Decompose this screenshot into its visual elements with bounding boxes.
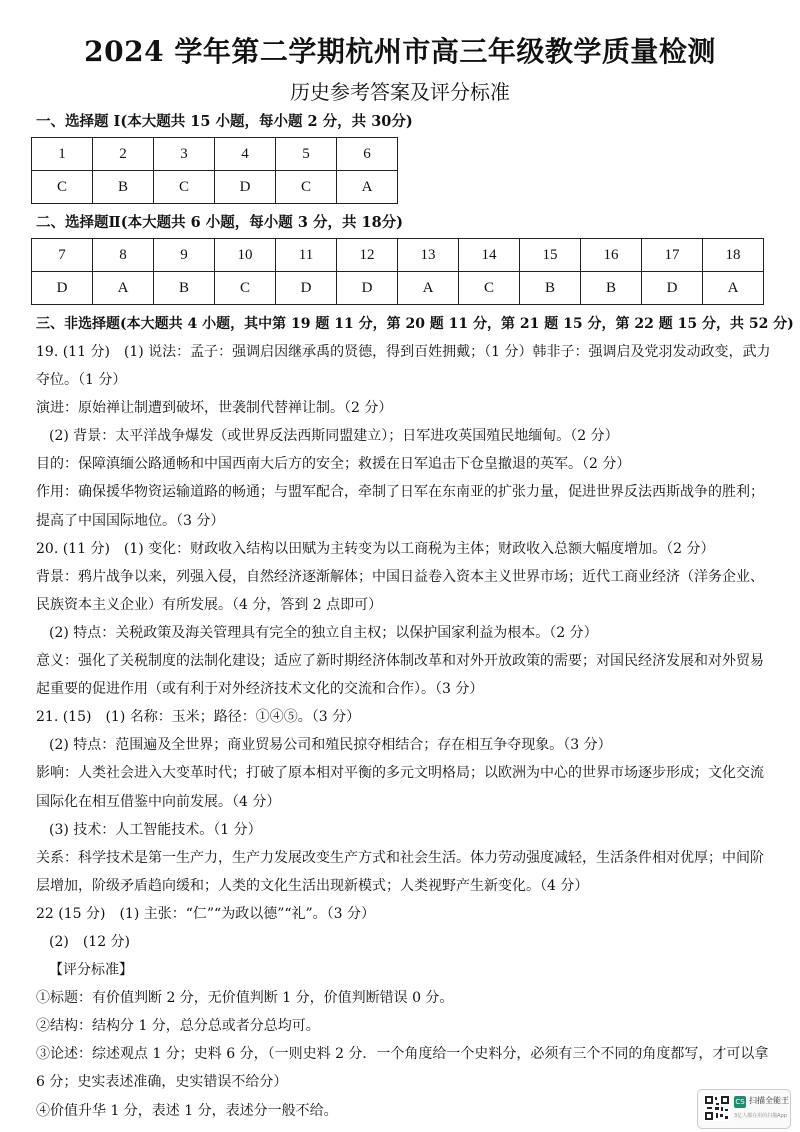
answer-cell: D bbox=[642, 272, 703, 305]
qr-code-icon bbox=[704, 1095, 730, 1121]
q21-part2-features: (2) 特点：范围遍及全世界；商业贸易公司和殖民掠夺相结合；存在相互争夺现象。（3 分） bbox=[49, 737, 612, 754]
answer-cell: A bbox=[398, 272, 459, 305]
scanner-tagline: 3亿人都在用的扫描App bbox=[734, 1113, 787, 1119]
q19-effect: 作用：确保援华物资运输道路的畅通；与盟军配合，牵制了日军在东南亚的扩张力量，促进世界反法西斯战争的胜利；提高了中国国际地位。（3 分） bbox=[36, 484, 764, 529]
answer-cell: D bbox=[337, 272, 398, 305]
answer-cell: B bbox=[520, 272, 581, 305]
question-number: 7 bbox=[32, 239, 93, 272]
q20-part1: 20. (11 分) (1) 变化：财政收入结构以田赋为主转变为以工商税为主体；财政收入总额大幅度增加。（2 分） bbox=[36, 540, 715, 557]
q20-significance: 意义：强化了关税制度的法制化建设；适应了新时期经济体制改革和对外开放政策的需要；对国民经济发展和对外贸易起重要的促进作用（或有利于对外经济技术文化的交流和合作）。（3 分） bbox=[36, 653, 764, 698]
q20-background: 背景：鸦片战争以来，列强入侵，自然经济逐渐解体；中国日益卷入资本主义世界市场；近代工商业经济（洋务企业、民族资本主义企业）有所发展。（4 分，答到 2 点即可） bbox=[36, 568, 764, 613]
q22-part1: 22 (15 分) (1) 主张：“仁”“为政以德”“礼”。（3 分） bbox=[36, 905, 376, 922]
q21-impact: 影响：人类社会进入大变革时代；打破了原本相对平衡的多元文明格局；以欧洲为中心的世界市场逐步形成；文化交流国际化在相互借鉴中向前发展。（4 分） bbox=[36, 765, 764, 810]
camscanner-logo: CS bbox=[735, 1098, 745, 1106]
answer-cell: A bbox=[93, 272, 154, 305]
question-number: 14 bbox=[459, 239, 520, 272]
section2-answer-row bbox=[32, 272, 764, 305]
q19-part1: 19. (11 分) (1) 说法：孟子：强调启因继承禹的贤德，得到百姓拥戴；（1 分）韩非子：强调启及党羽发动政变，武力夺位。（1 分） bbox=[36, 344, 771, 389]
question-number: 12 bbox=[337, 239, 398, 272]
q22-criterion-title: ①标题：有价值判断 2 分，无价值判断 1 分，价值判断错误 0 分。 bbox=[36, 990, 454, 1007]
section1-answer-row bbox=[32, 171, 398, 204]
answer-cell: B bbox=[154, 272, 215, 305]
question-number: 11 bbox=[276, 239, 337, 272]
scanner-watermark bbox=[697, 1089, 791, 1129]
page-title: 2024 学年第二学期杭州市高三年级教学质量检测 bbox=[84, 35, 716, 68]
section1-answer-table bbox=[31, 137, 398, 204]
question-number: 1 bbox=[32, 138, 93, 171]
page-subtitle: 历史参考答案及评分标准 bbox=[290, 80, 510, 104]
q22-criterion-argument: ③论述：综述观点 1 分；史料 6 分，（一则史料 2 分．一个角度给一个史料分，必须有三个不同的角度都写，才可以拿 6 分；史实表述准确，史实错误不给分） bbox=[36, 1046, 769, 1091]
q19-purpose: 目的：保障滇缅公路通畅和中国西南大后方的安全；救援在日军追击下仓皇撤退的英军。（2 分） bbox=[36, 456, 631, 473]
question-number: 9 bbox=[154, 239, 215, 272]
q21-part3-technology: (3) 技术：人工智能技术。（1 分） bbox=[49, 821, 262, 838]
q22-criterion-value: ④价值升华 1 分，表述 1 分，表述分一般不给。 bbox=[36, 1102, 338, 1119]
q21-part1: 21. (15) (1) 名称：玉米；路径：①④⑤。（3 分） bbox=[36, 709, 361, 726]
section1-heading: 一、选择题 I(本大题共 15 小题，每小题 2 分，共 30分) bbox=[36, 113, 413, 130]
q22-criteria-title: 【评分标准】 bbox=[49, 962, 133, 979]
q20-part2-features: (2) 特点：关税政策及海关管理具有完全的独立自主权；以保护国家利益为根本。（2 分） bbox=[49, 624, 598, 641]
question-number: 10 bbox=[215, 239, 276, 272]
question-number: 4 bbox=[215, 138, 276, 171]
question-number: 16 bbox=[581, 239, 642, 272]
answer-cell: D bbox=[276, 272, 337, 305]
question-number: 2 bbox=[93, 138, 154, 171]
q19-evolution: 演进：原始禅让制遭到破坏，世袭制代替禅让制。（2 分） bbox=[36, 400, 393, 417]
section2-number-row bbox=[32, 239, 764, 272]
q19-part2-background: (2) 背景：太平洋战争爆发（或世界反法西斯同盟建立）；日军进攻英国殖民地缅甸。（2 分） bbox=[49, 428, 619, 445]
q21-relation: 关系：科学技术是第一生产力，生产力发展改变生产方式和社会生活。体力劳动强度减轻，生活条件相对优厚；中间阶层增加，阶级矛盾趋向缓和；人类的文化生活出现新模式；人类视野产生新变化。（4 分） bbox=[36, 849, 764, 894]
section2-answer-table bbox=[31, 238, 764, 305]
q22-part2: (2) (12 分) bbox=[49, 933, 131, 950]
section2-heading: 二、选择题Ⅱ(本大题共 6 小题，每小题 3 分，共 18分) bbox=[36, 214, 404, 231]
answer-cell: B bbox=[93, 171, 154, 204]
answer-cell: C bbox=[215, 272, 276, 305]
question-number: 3 bbox=[154, 138, 215, 171]
question-number: 15 bbox=[520, 239, 581, 272]
section1-number-row bbox=[32, 138, 398, 171]
question-number: 13 bbox=[398, 239, 459, 272]
section3-heading: 三、非选择题(本大题共 4 小题，其中第 19 题 11 分，第 20 题 11 分，第 21 题 15 分，第 22 题 15 分，共 52 分) bbox=[36, 316, 794, 332]
answer-cell: C bbox=[32, 171, 93, 204]
answer-cell: C bbox=[154, 171, 215, 204]
answer-cell: D bbox=[215, 171, 276, 204]
answer-cell: C bbox=[459, 272, 520, 305]
scanner-name: 扫描全能王 bbox=[749, 1096, 789, 1105]
answer-body bbox=[36, 338, 776, 1125]
question-number: 5 bbox=[276, 138, 337, 171]
answer-cell: B bbox=[581, 272, 642, 305]
answer-cell: C bbox=[276, 171, 337, 204]
q22-criterion-structure: ②结构：结构分 1 分，总分总或者分总均可。 bbox=[36, 1018, 320, 1035]
question-number: 18 bbox=[703, 239, 764, 272]
question-number: 6 bbox=[337, 138, 398, 171]
question-number: 8 bbox=[93, 239, 154, 272]
answer-cell: D bbox=[32, 272, 93, 305]
answer-cell: A bbox=[337, 171, 398, 204]
answer-cell: A bbox=[703, 272, 764, 305]
question-number: 17 bbox=[642, 239, 703, 272]
